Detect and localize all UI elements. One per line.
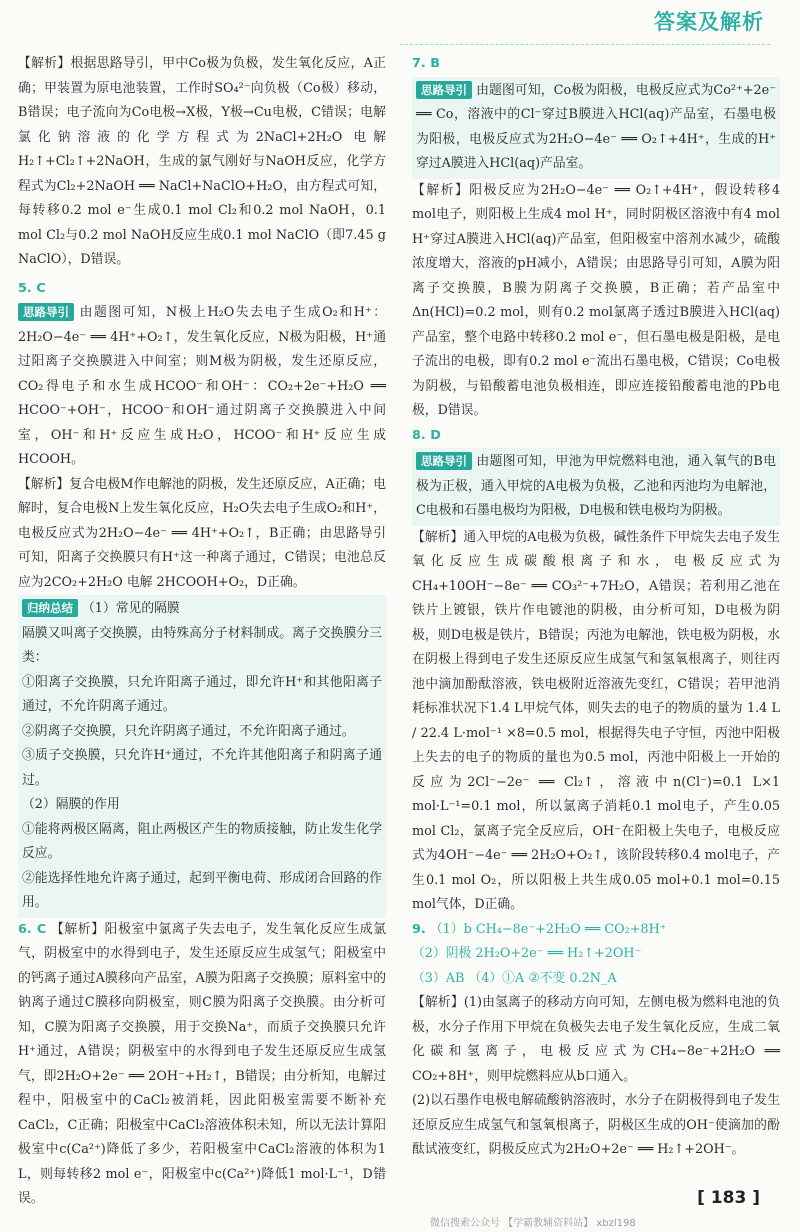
- q5-guide-text: 由题图可知，N极上H₂O失去电子生成O₂和H⁺：2H₂O−4e⁻ ══ 4H⁺+O₂↑，发生氧化反应，N极为阳极，H⁺通过阳离子交换膜进入中间室；则M极为阴极，发生还原反应，CO₂得电子和水生成HCOO⁻和OH⁻：CO₂+2e⁻+H₂O ══ HCOO⁻+OH⁻，HCOO⁻和OH⁻通过阴离子交换膜进入中间室，OH⁻和H⁺反应生成H₂O，HCOO⁻和H⁺反应生成HCOOH。: [18, 305, 386, 467]
- summary-tag: 归纳总结: [22, 599, 78, 617]
- q8-guide-text: 由题图可知，甲池为甲烷燃料电池，通入氧气的B电极为正极，通入甲烷的A电极为负极，乙池和丙池均为电解池，C电极和石墨电极均为阳极，D电极和铁电极均为阴极。: [416, 454, 776, 518]
- summary-box: [18, 595, 386, 918]
- summary-item-2: 隔膜又叫离子交换膜，由特殊高分子材料制成。离子交换膜分三类：: [22, 625, 382, 665]
- summary-heading-line: [22, 597, 382, 622]
- q5-number: 5. C: [18, 280, 46, 296]
- q9-analysis-2: (2)以石墨作电极电解硫酸钠溶液时，水分子在阴极得到电子发生还原反应生成氢气和氢氧根离子，阴极区生成的OH⁻使滴加的酚酞试液变红，阴极反应式为2H₂O+2e⁻ ══ H₂↑+2OH⁻。: [412, 1093, 780, 1157]
- q4-analysis: 【解析】根据思路导引，甲中Co极为负极，发生氧化反应，A正确；甲装置为原电池装置，工作时SO₄²⁻向负极（Co极）移动，B错误；电子流向为Co电极→X极，Y极→Cu电极，C错误；电解氯化钠溶液的化学方程式为2NaCl+2H₂O 电解 H₂↑+Cl₂↑+2NaOH，生成的氯气刚好与NaOH反应，化学方程式为Cl₂+2NaOH ══ NaCl+NaClO+H₂O，由方程式可知，每转移0.2 mol e⁻生成0.1 mol Cl₂和0.2 mol NaOH，0.1 mol Cl₂与0.2 mol NaOH反应生成0.1 mol NaClO（即7.45 g NaClO），D错误。: [18, 56, 386, 267]
- summary-item-3: ①阳离子交换膜，只允许阳离子通过，即允许H⁺和其他阳离子通过，不允许阴离子通过。: [22, 674, 382, 714]
- q9-number: 9.: [412, 921, 426, 937]
- guide-tag: 思路导引: [18, 303, 74, 321]
- summary-item-6: （2）隔膜的作用: [22, 797, 120, 812]
- q5-guide-block: [18, 301, 386, 473]
- q7-guide-text: 由题图可知，Co极为阳极，电极反应式为Co²⁺+2e⁻ ══ Co，溶液中的Cl⁻穿过B膜进入HCl(aq)产品室，石墨电极为阳极，电极反应式为2H₂O−4e⁻ ══ O₂↑+4H⁺，生成的H⁺穿过A膜进入HCl(aq)产品室。: [416, 82, 776, 171]
- q6-block: [18, 918, 386, 1212]
- guide-tag: 思路导引: [416, 81, 472, 99]
- page-number-value: 183: [710, 1188, 747, 1208]
- section-title: 答案及解析: [654, 10, 764, 34]
- q6-analysis: 【解析】阳极室中氯离子失去电子，发生氧化反应生成氯气，阴极室中的水得到电子，发生还原反应生成氢气；阳极室中的钙离子通过A膜移向产品室，A膜为阳离子交换膜；原料室中的钠离子通过C膜移向阴极室，则C膜为阳离子交换膜。由分析可知，C膜为阳离子交换膜，用于交换Na⁺，而质子交换膜只允许H⁺通过，A错误；阴极室中的水得到电子发生还原反应生成氢气，即2H₂O+2e⁻ ══ 2OH⁻+H₂↑，B错误；由分析知，电解过程中，阳极室中的CaCl₂被消耗，因此阳极室需要不断补充CaCl₂，C正确；阳极室中CaCl₂溶液体积未知，所以无法计算阳极室中c(Ca²⁺)降低了多少，若阳极室中CaCl₂溶液的体积为1 L，则每转移2 mol e⁻，阳极室中c(Ca²⁺)降低1 mol·L⁻¹，D错误。: [18, 921, 386, 1206]
- page-number: [ 183 ]: [697, 1188, 760, 1208]
- left-column: [18, 52, 386, 1212]
- header-divider: [400, 44, 770, 45]
- q9-answer-2: （2）阴极 2H₂O+2e⁻ ══ H₂↑+2OH⁻: [412, 946, 642, 961]
- summary-item-4: ②阴离子交换膜，只允许阴离子通过，不允许阳离子通过。: [22, 723, 355, 739]
- q9-answer-1: [412, 918, 780, 943]
- q7-number: 7. B: [412, 56, 440, 71]
- summary-item-8: ②能选择性地允许离子通过，起到平衡电荷、形成闭合回路的作用。: [22, 870, 382, 910]
- q6-number: 6. C: [18, 921, 47, 937]
- q9-answer-1-text: （1）b CH₄−8e⁻+2H₂O ══ CO₂+8H⁺: [429, 921, 667, 937]
- q7-analysis: 【解析】阳极反应为2H₂O−4e⁻ ══ O₂↑+4H⁺，假设转移4 mol电子，则阳极上生成4 mol H⁺，同时阴极区溶液中有4 mol H⁺穿过A膜进入HCl(aq)产品室，但阳极室中溶剂水减少，硫酸浓度增大，溶液的pH减小，A错误；由思路导引可知，A膜为阳离子交换膜，B膜为阴离子交换膜，B正确；若产品室中Δn(HCl)=0.2 mol，则有0.2 mol氯离子透过B膜进入HCl(aq)产品室，整个电路中转移0.2 mol e⁻，但石墨电极是阳极，是电子流出的电极，即有0.2 mol e⁻流出石墨电极，C错误；Co电极为阴极，与铅酸蓄电池负极相连，即应连接铅酸蓄电池的Pb电极，D错误。: [412, 182, 780, 418]
- q5-analysis: 【解析】复合电极M作电解池的阴极，发生还原反应，A正确；电解时，复合电极N上发生氧化反应，H₂O失去电子生成O₂和H⁺，电极反应式为2H₂O−4e⁻ ══ 4H⁺+O₂↑，B正确；由思路导引可知，阳离子交换膜只有H⁺这一种离子通过，C错误；电池总反应为2CO₂+2H₂O 电解 2HCOOH+O₂，D正确。: [18, 476, 386, 590]
- q8-number: 8. D: [412, 427, 441, 443]
- q8-guide-block: [412, 448, 780, 526]
- q9-answer-3: （3）AB （4）①A ②不变 0.2N_A: [412, 970, 617, 986]
- right-column: [412, 52, 780, 1163]
- q9-analysis-1: 【解析】(1)由氢离子的移动方向可知，左侧电极为燃料电池的负极，水分子作用下甲烷在负极失去电子发生氧化反应，生成二氧化碳和氢离子，电极反应式为CH₄−8e⁻+2H₂O ══ CO₂+8H⁺，则甲烷燃料应从b口通入。: [412, 995, 780, 1084]
- summary-item-5: ③质子交换膜，只允许H⁺通过，不允许其他阳离子和阴离子通过。: [22, 748, 382, 788]
- footer-watermark: 微信搜索公众号 【学霸教辅资料站】 xbzl198: [430, 1218, 636, 1229]
- q7-guide-block: [412, 77, 780, 179]
- q8-analysis: 【解析】通入甲烷的A电极为负极，碱性条件下甲烷失去电子发生氧化反应生成碳酸根离子和水，电极反应式为CH₄+10OH⁻−8e⁻ ══ CO₃²⁻+7H₂O，A错误；若利用乙池在铁片上镀银，铁片作电镀池的阴极，由分析可知，D电极为阴极，则D电极是铁片，B错误；丙池为电解池，铁电极为阴极，水在阴极上得到电子发生还原反应生成氢气和氢氧根离子，则往丙池中滴加酚酞溶液，铁电极附近溶液先变红，C错误；若甲池消耗标准状况下1.4 L甲烷气体，则失去的电子的物质的量为 1.4 L / 22.4 L·mol⁻¹ ×8=0.5 mol，根据得失电子守恒，丙池中阳极上失去的电子的物质的量也为0.5 mol，丙池中阳极上一开始的反应为2Cl⁻−2e⁻ ══ Cl₂↑，溶液中n(Cl⁻)=0.1 L×1 mol·L⁻¹=0.1 mol，所以氯离子消耗0.1 mol电子，产生0.05 mol Cl₂，氯离子完全反应后，OH⁻在阳极上失电子，电极反应式为4OH⁻−4e⁻ ══ 2H₂O+O₂↑，该阶段转移0.4 mol电子，产生0.1 mol O₂，所以阳极上共生成0.05 mol+0.1 mol=0.15 mol气体，D正确。: [412, 529, 780, 912]
- page-header: [0, 0, 800, 60]
- guide-tag: 思路导引: [416, 452, 472, 470]
- summary-item-7: ①能将两极区隔离，阻止两极区产生的物质接触，防止发生化学反应。: [22, 821, 382, 861]
- summary-item-1: （1）常见的隔膜: [82, 601, 180, 616]
